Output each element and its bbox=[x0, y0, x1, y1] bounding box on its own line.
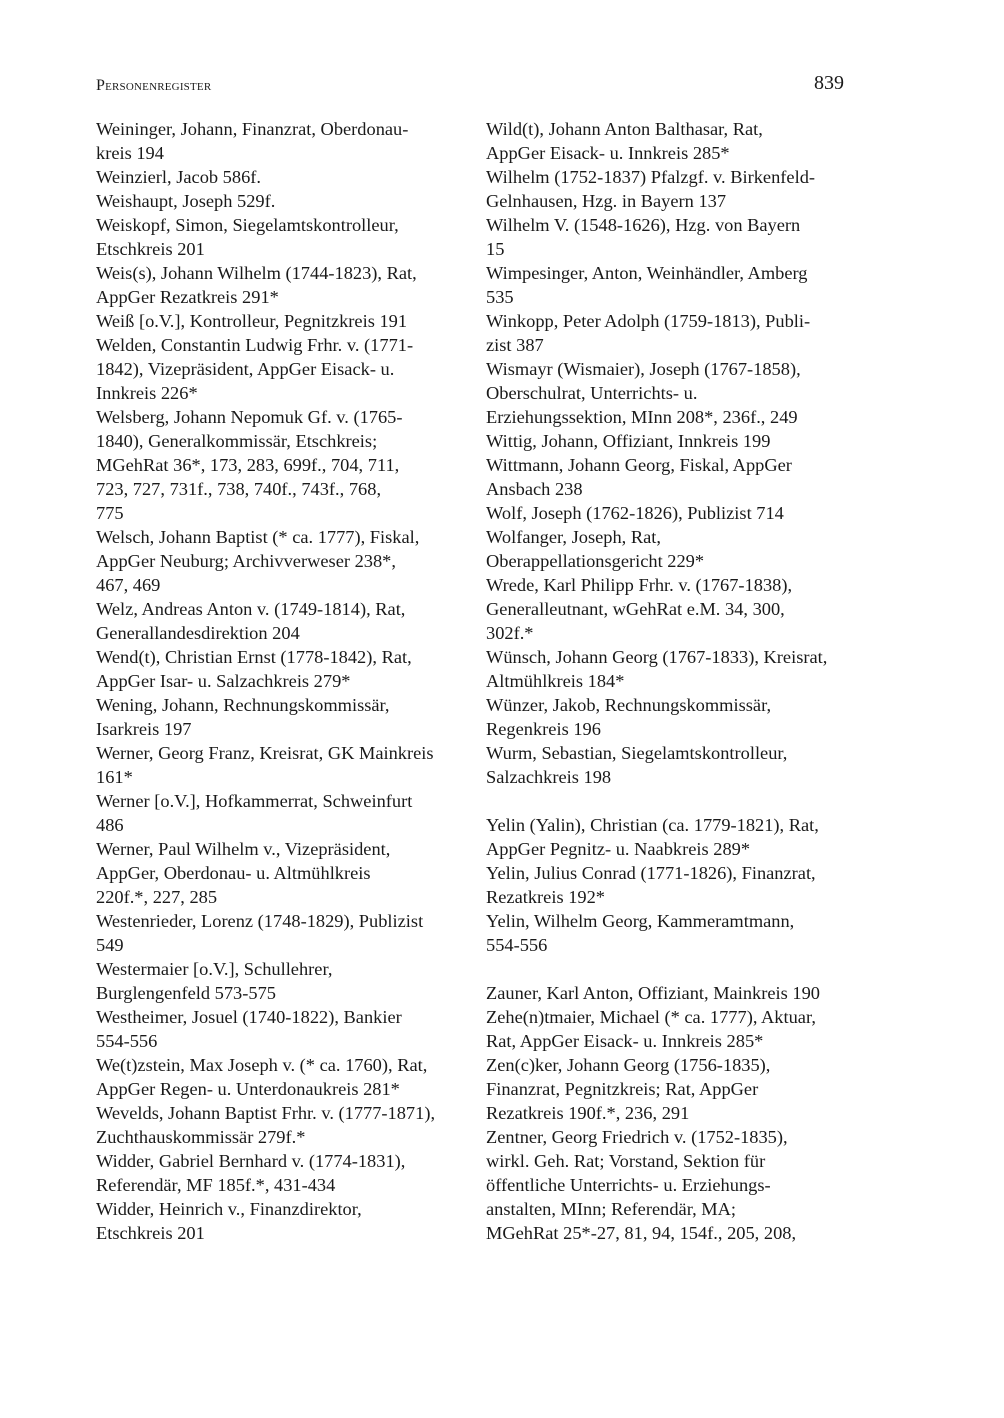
index-entry-line: 15 bbox=[486, 239, 505, 259]
index-entry bbox=[96, 909, 468, 957]
index-entry-line: wirkl. Geh. Rat; Vorstand, Sektion für bbox=[486, 1151, 766, 1171]
index-entry bbox=[486, 1125, 858, 1245]
index-entry-line: Wolfanger, Joseph, Rat, bbox=[486, 527, 662, 547]
index-entry-line: Werner [o.V.], Hofkammerrat, Schweinfurt bbox=[96, 791, 413, 811]
index-entry-line: Zauner, Karl Anton, Offiziant, Mainkreis 190 bbox=[486, 983, 820, 1003]
index-entry bbox=[96, 309, 468, 333]
index-entry-line: Wening, Johann, Rechnungskommissär, bbox=[96, 695, 390, 715]
index-entry-line: Salzachkreis 198 bbox=[486, 767, 612, 787]
index-entry-line: 723, 727, 731f., 738, 740f., 743f., 768, bbox=[96, 479, 382, 499]
index-entry bbox=[486, 1005, 858, 1053]
index-entry-line: 535 bbox=[486, 287, 514, 307]
letter-section-gap bbox=[486, 957, 858, 981]
index-entry-line: 302f.* bbox=[486, 623, 534, 643]
index-entry bbox=[96, 189, 468, 213]
index-entry bbox=[486, 501, 858, 525]
index-entry-line: 775 bbox=[96, 503, 124, 523]
letter-section-gap bbox=[486, 789, 858, 813]
index-entry bbox=[96, 789, 468, 837]
index-entry-line: Welsch, Johann Baptist (* ca. 1777), Fiskal, bbox=[96, 527, 420, 547]
index-entry-line: Zuchthauskommissär 279f.* bbox=[96, 1127, 306, 1147]
index-entry-line: 1840), Generalkommissär, Etschkreis; bbox=[96, 431, 378, 451]
index-entry-line: Isarkreis 197 bbox=[96, 719, 192, 739]
index-entry bbox=[96, 1197, 468, 1245]
index-entry-line: Westenrieder, Lorenz (1748-1829), Publizist bbox=[96, 911, 424, 931]
index-entry-line: Referendär, MF 185f.*, 431-434 bbox=[96, 1175, 336, 1195]
index-entry-line: AppGer, Oberdonau- u. Altmühlkreis bbox=[96, 863, 371, 883]
index-entry bbox=[96, 333, 468, 405]
page-number: 839 bbox=[814, 72, 844, 94]
index-entry-line: zist 387 bbox=[486, 335, 544, 355]
running-head: Personenregister bbox=[96, 77, 212, 94]
index-entry-line: Altmühlkreis 184* bbox=[486, 671, 625, 691]
index-entry-line: Burglengenfeld 573-575 bbox=[96, 983, 276, 1003]
index-entry bbox=[486, 1053, 858, 1125]
index-entry-line: Zehe(n)tmaier, Michael (* ca. 1777), Aktuar, bbox=[486, 1007, 816, 1027]
index-entry bbox=[96, 645, 468, 693]
index-entry bbox=[96, 837, 468, 909]
index-entry-line: 467, 469 bbox=[96, 575, 161, 595]
index-entry bbox=[486, 453, 858, 501]
index-entry-line: Yelin (Yalin), Christian (ca. 1779-1821), Rat, bbox=[486, 815, 819, 835]
index-entry-line: Wismayr (Wismaier), Joseph (1767-1858), bbox=[486, 359, 801, 379]
index-entry-line: Westermaier [o.V.], Schullehrer, bbox=[96, 959, 333, 979]
index-entry bbox=[486, 261, 858, 309]
index-entry-line: Rezatkreis 190f.*, 236, 291 bbox=[486, 1103, 690, 1123]
index-entry-line: Wilhelm (1752-1837) Pfalzgf. v. Birkenfeld- bbox=[486, 167, 816, 187]
index-entry bbox=[96, 165, 468, 189]
index-entry-line: 1842), Vizepräsident, AppGer Eisack- u. bbox=[96, 359, 395, 379]
index-entry-line: Wünzer, Jakob, Rechnungskommissär, bbox=[486, 695, 772, 715]
index-entry-line: Weiß [o.V.], Kontrolleur, Pegnitzkreis 191 bbox=[96, 311, 408, 331]
index-entry bbox=[486, 525, 858, 573]
index-entry-line: Finanzrat, Pegnitzkreis; Rat, AppGer bbox=[486, 1079, 759, 1099]
index-column-left bbox=[96, 117, 468, 1245]
index-entry bbox=[96, 1101, 468, 1149]
index-entry-line: öffentliche Unterrichts- u. Erziehungs- bbox=[486, 1175, 771, 1195]
index-entry bbox=[486, 429, 858, 453]
index-entry bbox=[486, 861, 858, 909]
index-entry-line: 549 bbox=[96, 935, 124, 955]
index-entry-line: Widder, Heinrich v., Finanzdirektor, bbox=[96, 1199, 362, 1219]
index-entry-line: Weiskopf, Simon, Siegelamtskontrolleur, bbox=[96, 215, 399, 235]
index-entry bbox=[96, 261, 468, 309]
index-entry-line: Weinzierl, Jacob 586f. bbox=[96, 167, 261, 187]
index-entry bbox=[96, 693, 468, 741]
index-entry-line: Oberschulrat, Unterrichts- u. bbox=[486, 383, 698, 403]
index-entry-line: AppGer Isar- u. Salzachkreis 279* bbox=[96, 671, 351, 691]
index-entry bbox=[486, 981, 858, 1005]
index-entry bbox=[486, 741, 858, 789]
index-entry-line: Wolf, Joseph (1762-1826), Publizist 714 bbox=[486, 503, 784, 523]
index-entry-line: AppGer Regen- u. Unterdonaukreis 281* bbox=[96, 1079, 400, 1099]
index-entry-line: Zen(c)ker, Johann Georg (1756-1835), bbox=[486, 1055, 771, 1075]
index-entry-line: Werner, Georg Franz, Kreisrat, GK Mainkreis bbox=[96, 743, 434, 763]
index-entry bbox=[486, 813, 858, 861]
index-entry-line: 486 bbox=[96, 815, 124, 835]
index-entry-line: Innkreis 226* bbox=[96, 383, 198, 403]
index-entry-line: AppGer Eisack- u. Innkreis 285* bbox=[486, 143, 730, 163]
index-entry-line: Yelin, Julius Conrad (1771-1826), Finanzrat, bbox=[486, 863, 816, 883]
index-entry-line: Wend(t), Christian Ernst (1778-1842), Rat, bbox=[96, 647, 412, 667]
index-column-right bbox=[486, 117, 858, 1245]
index-entry bbox=[486, 909, 858, 957]
index-entry-line: Wittmann, Johann Georg, Fiskal, AppGer bbox=[486, 455, 792, 475]
index-entry-line: anstalten, MInn; Referendär, MA; bbox=[486, 1199, 737, 1219]
index-entry-line: Erziehungssektion, MInn 208*, 236f., 249 bbox=[486, 407, 798, 427]
index-entry bbox=[96, 213, 468, 261]
index-entry-line: Generalleutnant, wGehRat e.M. 34, 300, bbox=[486, 599, 785, 619]
index-entry-line: AppGer Neuburg; Archivverweser 238*, bbox=[96, 551, 396, 571]
index-entry-line: Rezatkreis 192* bbox=[486, 887, 605, 907]
index-entry-line: Oberappellationsgericht 229* bbox=[486, 551, 705, 571]
index-entry-line: MGehRat 25*-27, 81, 94, 154f., 205, 208, bbox=[486, 1223, 797, 1243]
index-entry-line: 554-556 bbox=[96, 1031, 158, 1051]
index-entry-line: Etschkreis 201 bbox=[96, 1223, 205, 1243]
index-entry-line: Generallandesdirektion 204 bbox=[96, 623, 300, 643]
index-entry-line: Ansbach 238 bbox=[486, 479, 583, 499]
index-entry-line: Welz, Andreas Anton v. (1749-1814), Rat, bbox=[96, 599, 406, 619]
index-entry-line: Werner, Paul Wilhelm v., Vizepräsident, bbox=[96, 839, 391, 859]
index-entry-line: We(t)zstein, Max Joseph v. (* ca. 1760), Rat, bbox=[96, 1055, 428, 1075]
index-entry bbox=[486, 117, 858, 165]
index-entry-line: Wrede, Karl Philipp Frhr. v. (1767-1838), bbox=[486, 575, 793, 595]
index-entry-line: Wevelds, Johann Baptist Frhr. v. (1777-1871), bbox=[96, 1103, 436, 1123]
index-entry-line: kreis 194 bbox=[96, 143, 164, 163]
index-entry-line: 161* bbox=[96, 767, 133, 787]
index-entry bbox=[96, 117, 468, 165]
index-entry bbox=[486, 693, 858, 741]
index-entry bbox=[96, 1005, 468, 1053]
index-entry bbox=[96, 957, 468, 1005]
index-entry-line: Weishaupt, Joseph 529f. bbox=[96, 191, 276, 211]
index-entry-line: Weis(s), Johann Wilhelm (1744-1823), Rat, bbox=[96, 263, 417, 283]
index-entry bbox=[96, 741, 468, 789]
index-entry-line: Wittig, Johann, Offiziant, Innkreis 199 bbox=[486, 431, 771, 451]
index-entry-line: Wurm, Sebastian, Siegelamtskontrolleur, bbox=[486, 743, 788, 763]
index-entry-line: Wünsch, Johann Georg (1767-1833), Kreisrat, bbox=[486, 647, 828, 667]
index-entry-line: AppGer Pegnitz- u. Naabkreis 289* bbox=[486, 839, 751, 859]
index-entry bbox=[486, 645, 858, 693]
index-entry bbox=[96, 597, 468, 645]
index-entry-line: MGehRat 36*, 173, 283, 699f., 704, 711, bbox=[96, 455, 400, 475]
index-entry-line: Regenkreis 196 bbox=[486, 719, 601, 739]
index-entry bbox=[486, 309, 858, 357]
index-entry-line: 220f.*, 227, 285 bbox=[96, 887, 218, 907]
index-entry-line: Wild(t), Johann Anton Balthasar, Rat, bbox=[486, 119, 763, 139]
index-entry-line: Westheimer, Josuel (1740-1822), Bankier bbox=[96, 1007, 402, 1027]
index-entry-line: Welden, Constantin Ludwig Frhr. v. (1771- bbox=[96, 335, 414, 355]
index-entry-line: AppGer Rezatkreis 291* bbox=[96, 287, 279, 307]
index-entry-line: Rat, AppGer Eisack- u. Innkreis 285* bbox=[486, 1031, 764, 1051]
index-entry-line: Etschkreis 201 bbox=[96, 239, 205, 259]
index-entry-line: Gelnhausen, Hzg. in Bayern 137 bbox=[486, 191, 727, 211]
index-entry-line: Winkopp, Peter Adolph (1759-1813), Publi- bbox=[486, 311, 811, 331]
index-entry bbox=[96, 525, 468, 597]
index-entry-line: Wimpesinger, Anton, Weinhändler, Amberg bbox=[486, 263, 808, 283]
index-entry bbox=[486, 573, 858, 645]
index-entry-line: Yelin, Wilhelm Georg, Kammeramtmann, bbox=[486, 911, 795, 931]
index-entry-line: Welsberg, Johann Nepomuk Gf. v. (1765- bbox=[96, 407, 403, 427]
index-entry-line: Widder, Gabriel Bernhard v. (1774-1831), bbox=[96, 1151, 406, 1171]
index-entry bbox=[96, 405, 468, 525]
index-entry bbox=[96, 1053, 468, 1101]
index-entry-line: Weininger, Johann, Finanzrat, Oberdonau- bbox=[96, 119, 409, 139]
index-entry-line: 554-556 bbox=[486, 935, 548, 955]
index-entry bbox=[486, 357, 858, 429]
index-entry bbox=[486, 213, 858, 261]
index-entry bbox=[96, 1149, 468, 1197]
index-entry-line: Zentner, Georg Friedrich v. (1752-1835), bbox=[486, 1127, 788, 1147]
index-entry bbox=[486, 165, 858, 213]
page-header bbox=[96, 72, 844, 102]
index-entry-line: Wilhelm V. (1548-1626), Hzg. von Bayern bbox=[486, 215, 801, 235]
